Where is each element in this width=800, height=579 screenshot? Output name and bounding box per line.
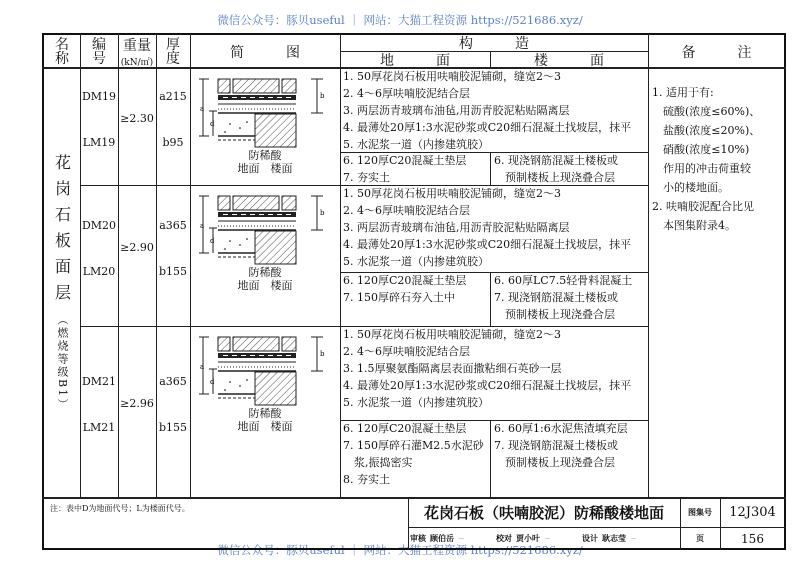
layer-line: 8. 夯实土 — [343, 473, 390, 486]
layer-line: 4. 最薄处20厚1:3水泥砂浆或C20细石混凝土找坡层，抹平 — [343, 121, 632, 134]
remark-line: 盐酸(浓度≤20%)、 — [652, 124, 761, 137]
svg-text:b: b — [320, 209, 325, 217]
header-thickness: 厚度 — [166, 36, 180, 67]
review-label: 审核 — [410, 533, 426, 543]
group-name-label: 花岗石板面层 — [52, 153, 72, 310]
diagram-caption: 防稀酸 — [248, 406, 282, 420]
layer-line: 预制楼板上现浇叠合层 — [494, 171, 615, 184]
header-ground: 地 面 — [380, 52, 450, 69]
floor-layers — [494, 420, 628, 471]
code-ground: DM19 — [81, 90, 117, 103]
code-ground: DM21 — [81, 375, 117, 388]
thickness-b: b155 — [158, 265, 188, 278]
common-layers — [343, 185, 631, 270]
design-name: 耿志莹 — [602, 533, 626, 543]
thickness-b: b155 — [158, 421, 188, 434]
design-signature: ~ — [630, 534, 637, 543]
layer-line: 4. 最薄处20厚1:3水泥砂浆或C20细石混凝土找坡层，抹平 — [343, 379, 632, 392]
thickness-b: b95 — [162, 136, 184, 149]
section-diagram — [195, 76, 335, 156]
check-signature: ~ — [544, 534, 551, 543]
layer-line: 1. 50厚花岗石板用呋喃胶泥铺砌，缝宽2～3 — [343, 70, 561, 83]
review-signature: ~ — [458, 534, 465, 543]
remark-line: 1. 适用于有: — [652, 86, 714, 99]
floor-layers — [494, 152, 618, 186]
remark-line: 作用的冲击荷重较 — [652, 162, 751, 175]
layer-line: 6. 60厚LC7.5轻骨料混凝土 — [494, 274, 633, 287]
atlas-number: 12J304 — [729, 505, 776, 520]
layer-line: 5. 水泥浆一道（内掺建筑胶） — [343, 138, 489, 151]
remark-line: 硫酸(浓度≤60%)、 — [652, 105, 761, 118]
diagram-caption-sub: 地面 楼面 — [237, 161, 293, 175]
remark-line: 2. 呋喃胶泥配合比见 — [652, 200, 754, 213]
code-floor: LM21 — [82, 421, 116, 434]
ground-layers — [343, 272, 466, 306]
code-floor: LM20 — [82, 265, 116, 278]
remark-line: 小的楼地面。 — [652, 181, 729, 194]
header-code: 编号 — [92, 36, 106, 67]
svg-text:b: b — [320, 350, 325, 358]
layer-line: 2. 4～6厚呋喃胶泥结合层 — [343, 345, 470, 358]
drawing-title: 花岗石板（呋喃胶泥）防稀酸楼地面 — [423, 504, 664, 522]
diagram-caption-sub: 地面 楼面 — [237, 419, 293, 433]
ground-layers — [343, 152, 466, 186]
ground-layers — [343, 420, 484, 488]
header-weight-unit: (kN/㎡) — [120, 58, 154, 68]
svg-text:d: d — [210, 237, 215, 245]
diagram-caption: 防稀酸 — [248, 265, 282, 279]
svg-text:b: b — [320, 92, 325, 100]
layer-line: 5. 水泥浆一道（内掺建筑胶） — [343, 396, 489, 409]
page-label: 页 — [696, 533, 704, 543]
layer-line: 2. 4～6厚呋喃胶泥结合层 — [343, 204, 470, 217]
header-construction: 构 造 — [459, 36, 529, 52]
layer-line: 3. 两层沥青玻璃布油毡,用沥青胶泥粘贴隔离层 — [343, 104, 570, 117]
layer-line: 预制楼板上现浇叠合层 — [494, 308, 615, 321]
layer-line: 1. 50厚花岗石板用呋喃胶泥铺砌，缝宽2～3 — [343, 328, 561, 341]
group-sub-label: （燃烧等级B1） — [56, 313, 69, 412]
svg-text:d: d — [210, 378, 215, 386]
layer-line: 2. 4～6厚呋喃胶泥结合层 — [343, 87, 470, 100]
layer-line: 7. 150厚碎石夯入土中 — [343, 291, 455, 304]
weight-value: ≥2.90 — [120, 241, 154, 254]
atlas-label: 图集号 — [688, 507, 712, 517]
header-weight-label: 重量 — [123, 38, 151, 54]
layer-line: 预制楼板上现浇叠合层 — [494, 456, 615, 469]
floor-layers — [494, 272, 632, 323]
layer-line: 6. 60厚1:6水泥焦渣填充层 — [494, 422, 628, 435]
section-diagram — [195, 334, 335, 414]
check-name: 贾小叶 — [516, 533, 540, 543]
diagram-caption-sub: 地面 楼面 — [237, 278, 293, 292]
thickness-a: a365 — [159, 219, 187, 232]
weight-value: ≥2.96 — [120, 397, 154, 410]
layer-line: 6. 120厚C20混凝土垫层 — [343, 274, 467, 287]
review-name: 顾伯岳 — [430, 533, 454, 543]
layer-line: 7. 现浇钢筋混凝土楼板或 — [494, 291, 618, 304]
code-floor: LM19 — [82, 136, 116, 149]
layer-line: 浆,振捣密实 — [343, 456, 413, 469]
design-label: 设计 — [582, 533, 598, 543]
header-weight — [118, 35, 156, 68]
layer-line: 5. 水泥浆一道（内掺建筑胶） — [343, 255, 489, 268]
code-ground: DM20 — [81, 219, 117, 232]
svg-text:a: a — [200, 222, 205, 230]
layer-line: 1. 50厚花岗石板用呋喃胶泥铺砌，缝宽2～3 — [343, 187, 561, 200]
svg-text:d: d — [210, 120, 215, 128]
diagram-caption: 防稀酸 — [248, 148, 282, 162]
layer-line: 4. 最薄处20厚1:3水泥砂浆或C20细石混凝土找坡层，抹平 — [343, 238, 632, 251]
signature-row — [410, 528, 678, 549]
remark-line: 本图集附录4。 — [652, 219, 736, 232]
watermark-top: 微信公众号：豚贝useful ｜ 网站：大猫工程资源 https://521686.xyz/ — [217, 13, 583, 27]
layer-line: 7. 150厚碎石灌M2.5水泥砂 — [343, 439, 484, 452]
thickness-a: a215 — [159, 90, 187, 103]
header-name: 名称 — [55, 36, 69, 67]
section-diagram — [195, 193, 335, 273]
layer-line: 6. 120厚C20混凝土垫层 — [343, 154, 467, 167]
header-diagram: 简 图 — [230, 44, 300, 61]
weight-value: ≥2.30 — [120, 112, 154, 125]
remarks-list — [652, 83, 760, 235]
svg-text:a: a — [200, 363, 205, 371]
header-remarks: 备 注 — [681, 44, 752, 61]
layer-line: 3. 1.5厚聚氨酯隔离层表面撒粘细石英砂一层 — [343, 362, 562, 375]
layer-line: 6. 现浇钢筋混凝土楼板或 — [494, 154, 618, 167]
layer-line: 7. 夯实土 — [343, 171, 390, 184]
remark-line: 硝酸(浓度≤10%) — [652, 143, 750, 156]
svg-text:a: a — [200, 105, 205, 113]
layer-line: 6. 120厚C20混凝土垫层 — [343, 422, 467, 435]
watermark-bottom: 微信公众号：豚贝useful ｜ 网站：大猫工程资源 https://521686.xyz/ — [217, 543, 583, 557]
group-name — [44, 70, 80, 495]
footnote: 注：表中D为地面代号；L为楼面代号。 — [50, 504, 190, 513]
header-floor: 楼 面 — [534, 52, 604, 69]
common-layers — [343, 68, 631, 153]
layer-line: 7. 现浇钢筋混凝土楼板或 — [494, 439, 618, 452]
common-layers — [343, 326, 631, 411]
thickness-a: a365 — [159, 375, 187, 388]
page-number: 156 — [741, 531, 764, 546]
check-label: 校对 — [496, 533, 512, 543]
layer-line: 3. 两层沥青玻璃布油毡,用沥青胶泥粘贴隔离层 — [343, 221, 570, 234]
